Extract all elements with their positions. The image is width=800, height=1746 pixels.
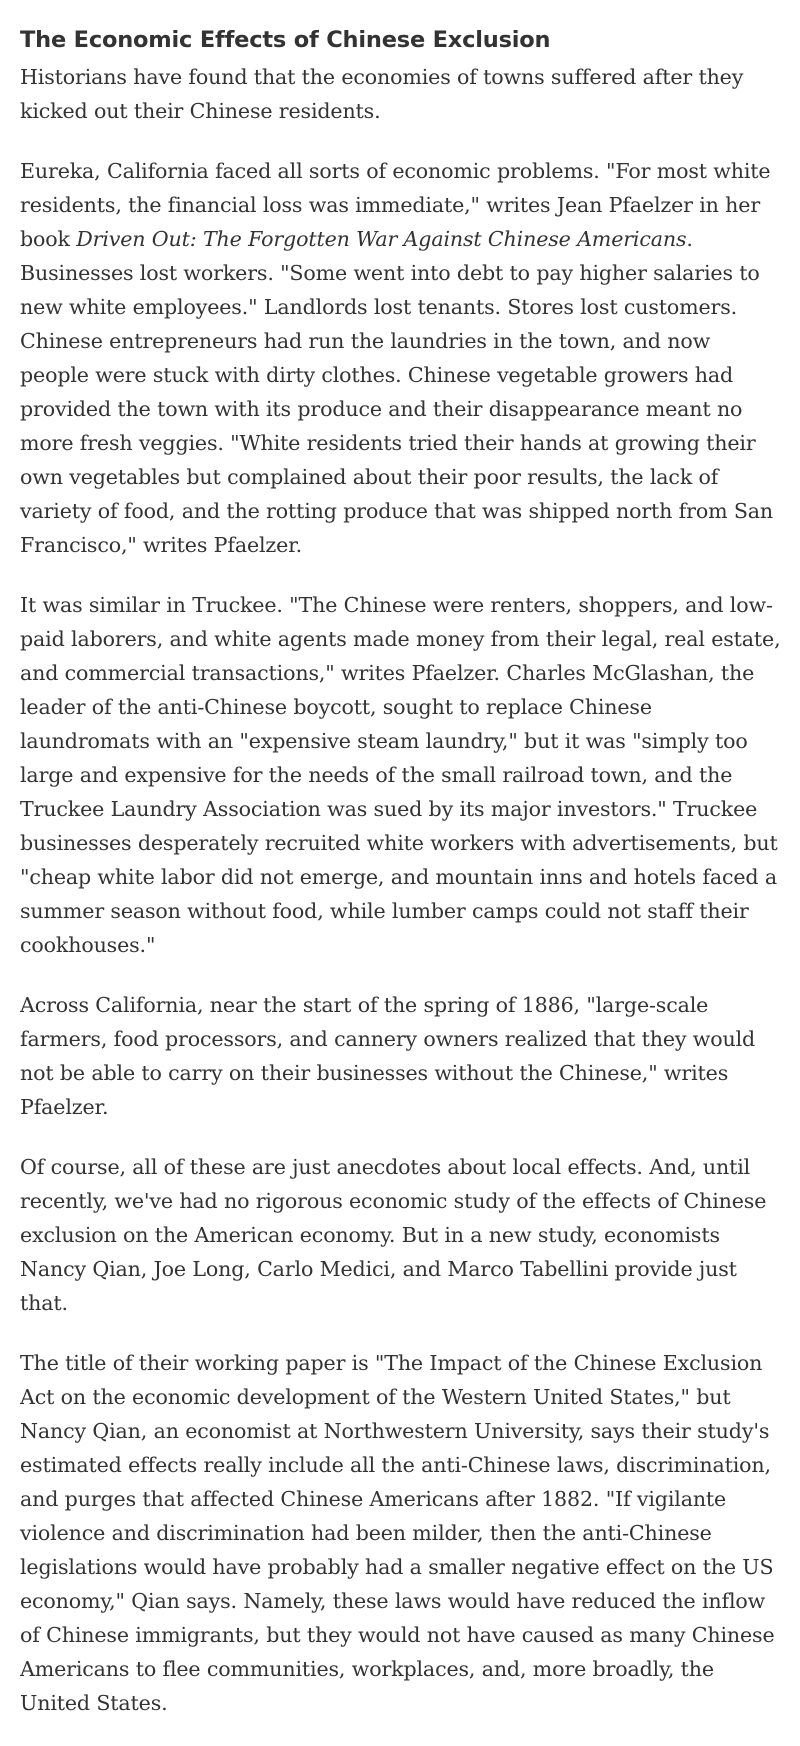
- paragraph-california: Across California, near the start of the spring of 1886, "large-scale farmers, food processors, and cannery owners realized that they would not be able to carry on their businesses without the Chinese," writes Pfaelzer.: [20, 993, 756, 1119]
- paragraph-eureka-before: Eureka, California faced all sorts of economic problems. "For most white residents, the financial loss was immediate," writes Jean Pfaelzer in her book: [20, 159, 771, 251]
- book-title: Driven Out: The Forgotten War Against Chinese Americans: [76, 227, 687, 251]
- paragraph-eureka: [20, 154, 785, 562]
- paragraph-anecdotes: Of course, all of these are just anecdotes about local effects. And, until recently, we've had no rigorous economic study of the effects of Chinese exclusion on the American economy. But in a new study, economists Nancy Qian, Joe Long, Carlo Medici, and Marco Tabellini provide just that.: [20, 1155, 767, 1315]
- paragraph-truckee: It was similar in Truckee. "The Chinese were renters, shoppers, and low-paid laborers, and white agents made money from their legal, real estate, and commercial transactions," writes Pfaelzer. Charles McGlashan, the leader of the anti-Chinese boycott, sought to replace Chinese laundromats with an "expensive steam laundry," but it was "simply too large and expensive for the needs of the small railroad town, and the Truckee Laundry Association was sued by its major investors." Truckee businesses desperately recruited white workers with advertisements, but "cheap white labor did not emerge, and mountain inns and hotels faced a summer season without food, while lumber camps could not staff their cookhouses.": [20, 593, 781, 957]
- paragraph-eureka-after: . Businesses lost workers. "Some went into debt to pay higher salaries to new white employees." Landlords lost tenants. Stores lost customers. Chinese entrepreneurs had run the laundries in the town, and now people were stuck with dirty clothes. Chinese vegetable growers had provided the town with its produce and their disappearance meant no more fresh veggies. "White residents tried their hands at growing their own vegetables but complained about their poor results, the lack of variety of food, and the rotting produce that was shipped north from San Francisco," writes Pfaelzer.: [20, 227, 774, 557]
- article: [20, 22, 785, 1746]
- article-title: The Economic Effects of Chinese Exclusion: [20, 27, 551, 53]
- paragraph-intro: Historians have found that the economies of towns suffered after they kicked out their Chinese residents.: [20, 65, 744, 123]
- paragraph-working-paper: The title of their working paper is "The Impact of the Chinese Exclusion Act on the economic development of the Western United States," but Nancy Qian, an economist at Northwestern University, says their study's estimated effects really include all the anti-Chinese laws, discrimination, and purges that affected Chinese Americans after 1882. "If vigilante violence and discrimination had been milder, then the anti-Chinese legislations would have probably had a smaller negative effect on the US economy," Qian says. Namely, these laws would have reduced the inflow of Chinese immigrants, but they would not have caused as many Chinese Americans to flee communities, workplaces, and, more broadly, the United States.: [20, 1351, 775, 1715]
